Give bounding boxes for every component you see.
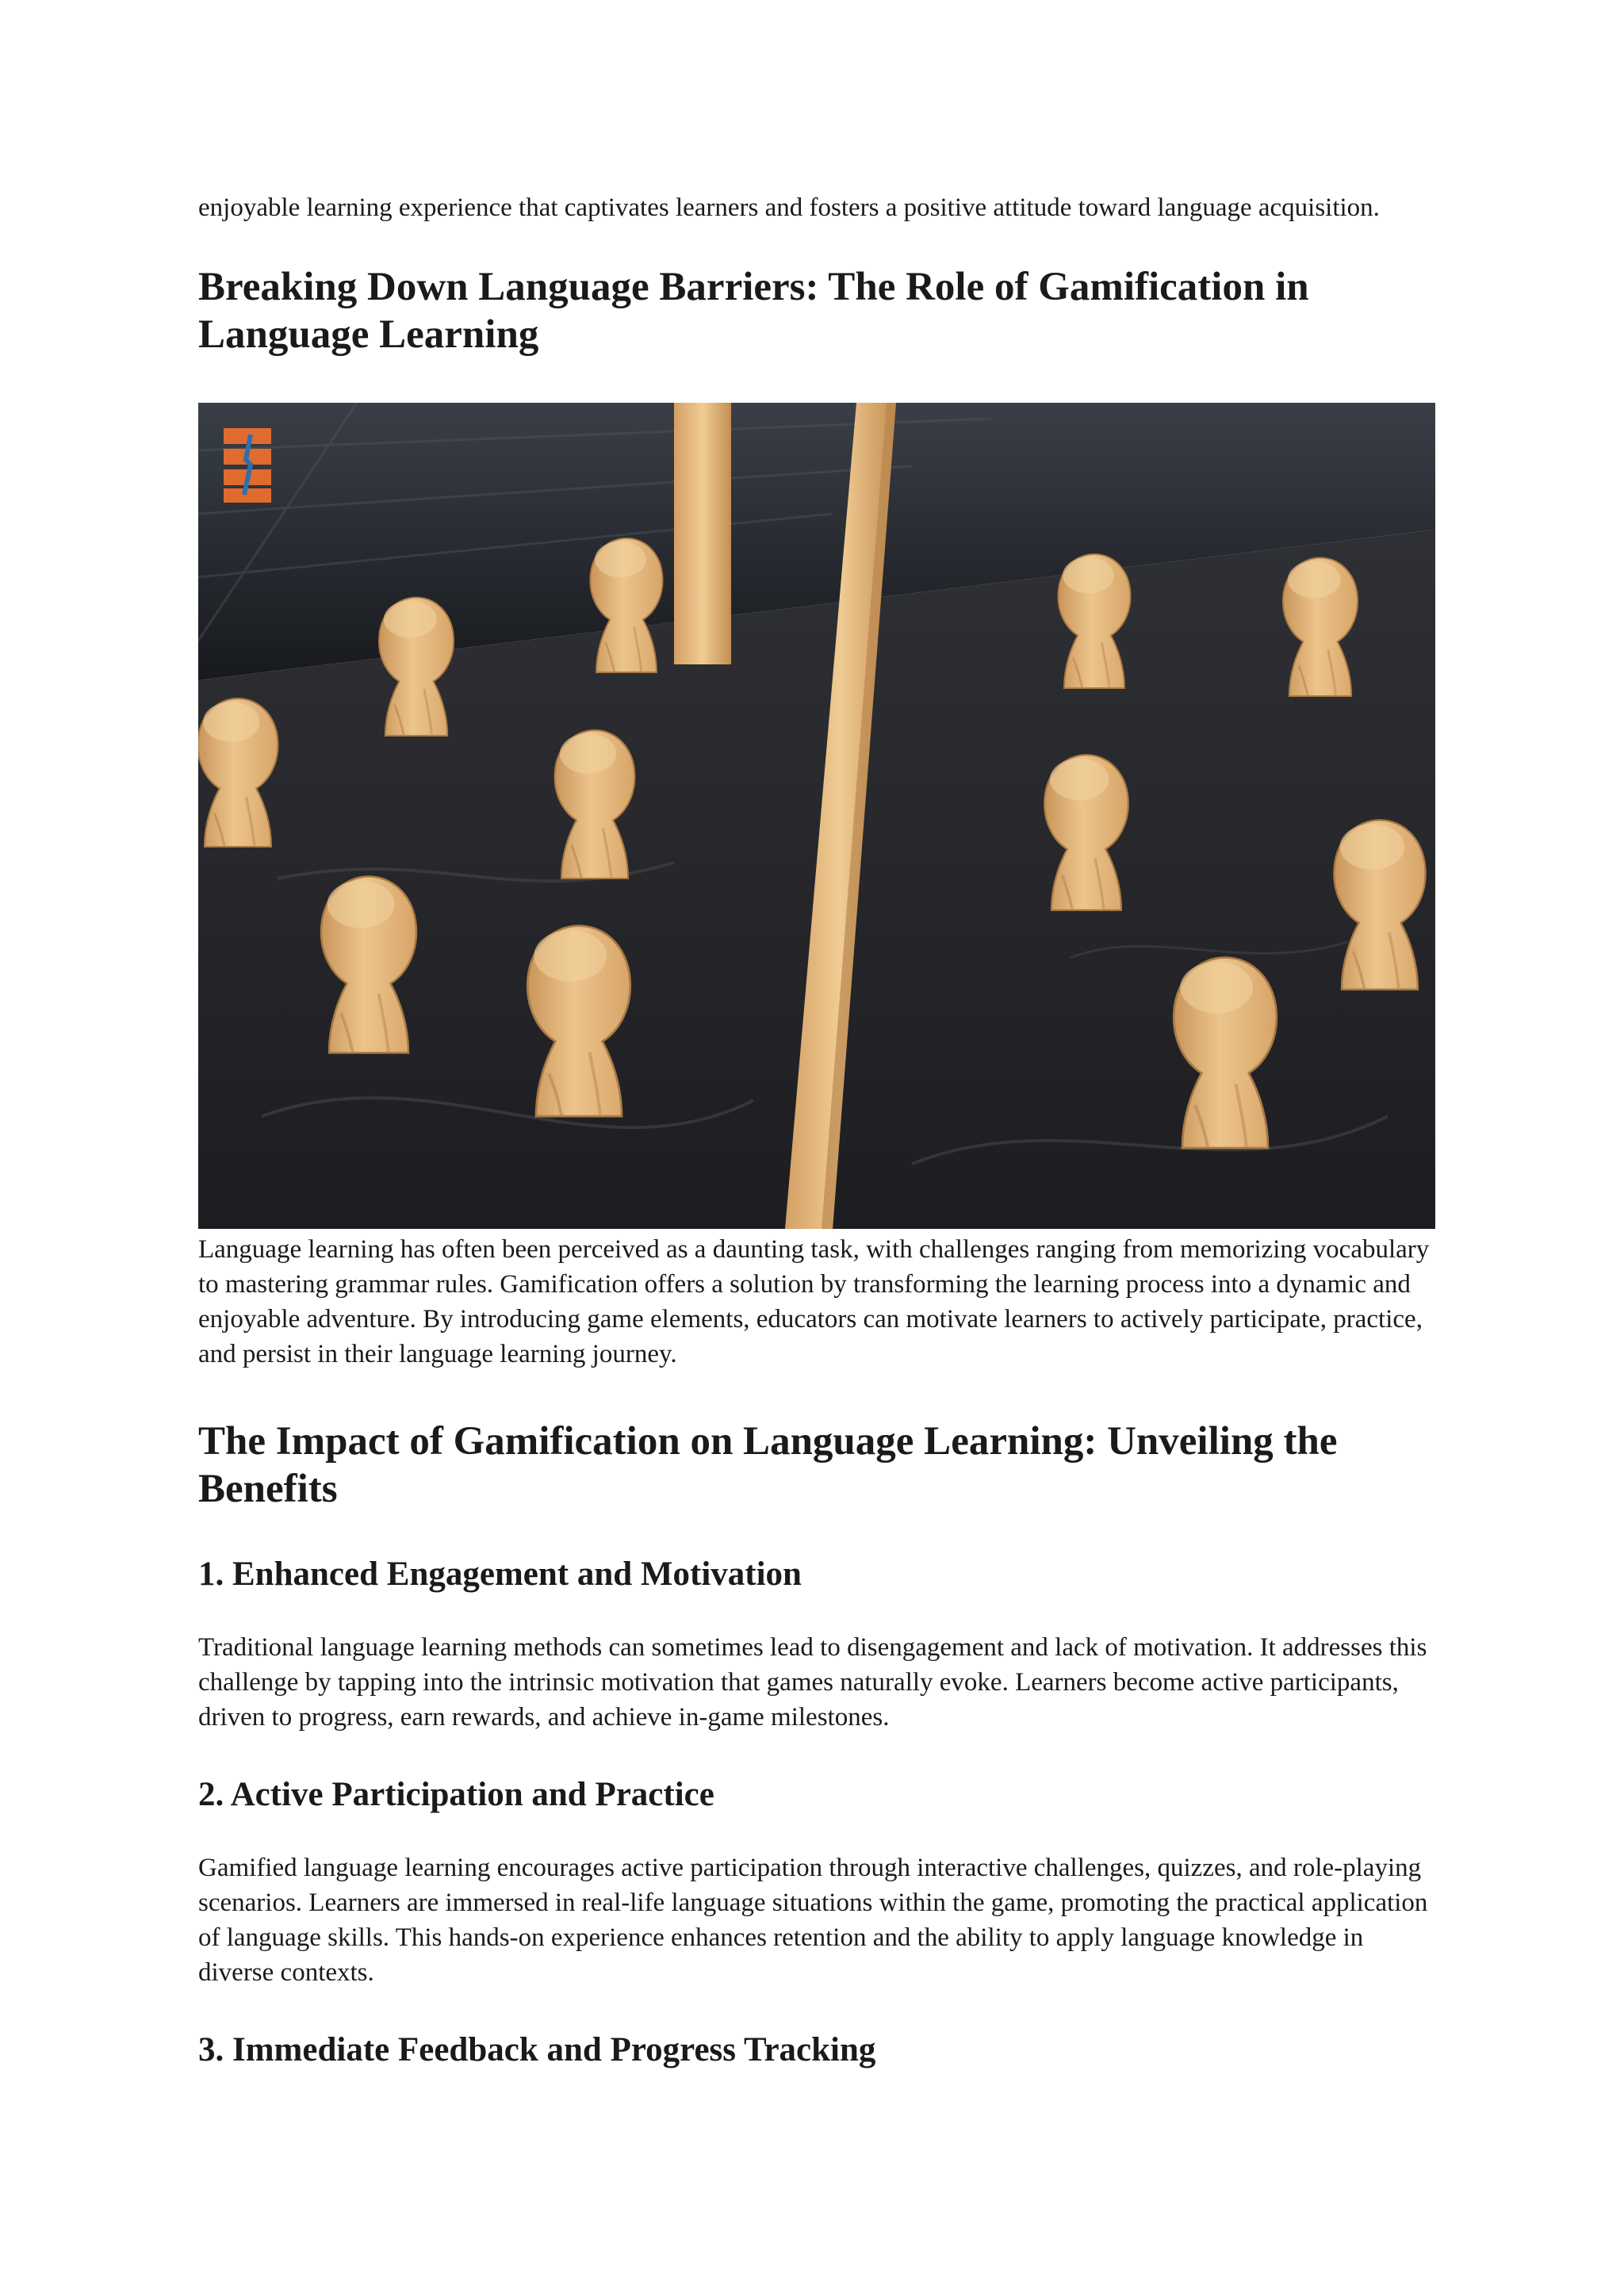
heading-breaking-barriers: Breaking Down Language Barriers: The Role of Gamification in Language Learning (198, 265, 1309, 357)
section-body-engagement: Traditional language learning methods can sometimes lead to disengagement and lack of motivation. It addresses this challenge by tapping into the intrinsic motivation that games naturally evoke. Learners become active participants, driven to progress, earn rewards, and achieve in-game milestones. (198, 1633, 1427, 1732)
wooden-figures-photo (198, 403, 1435, 1229)
brand-logo-icon (224, 428, 271, 503)
document-page (198, 190, 1435, 2071)
section-body-participation: Gamified language learning encourages active participation through interactive challenges, quizzes, and role-playing scenarios. Learners are immersed in real-life language situations within the game, promoting the practical application of language skills. This hands-on experience enhances retention and the ability to apply language knowledge in diverse contexts. (198, 1854, 1428, 1987)
barriers-paragraph: Language learning has often been perceived as a daunting task, with challenges ranging from memorizing vocabulary to mastering grammar rules. Gamification offers a solution by transforming the learning process into a dynamic and enjoyable adventure. By introducing game elements, educators can motivate learners to actively participate, practice, and persist in their language learning journey. (198, 1235, 1430, 1368)
section-heading-engagement: 1. Enhanced Engagement and Motivation (198, 1556, 802, 1593)
intro-paragraph: enjoyable learning experience that captivates learners and fosters a positive attitude toward language acquisition. (198, 193, 1380, 222)
section-heading-participation: 2. Active Participation and Practice (198, 1776, 714, 1813)
section-heading-feedback: 3. Immediate Feedback and Progress Tracking (198, 2031, 876, 2068)
heading-impact: The Impact of Gamification on Language Learning: Unveiling the Benefits (198, 1419, 1338, 1511)
